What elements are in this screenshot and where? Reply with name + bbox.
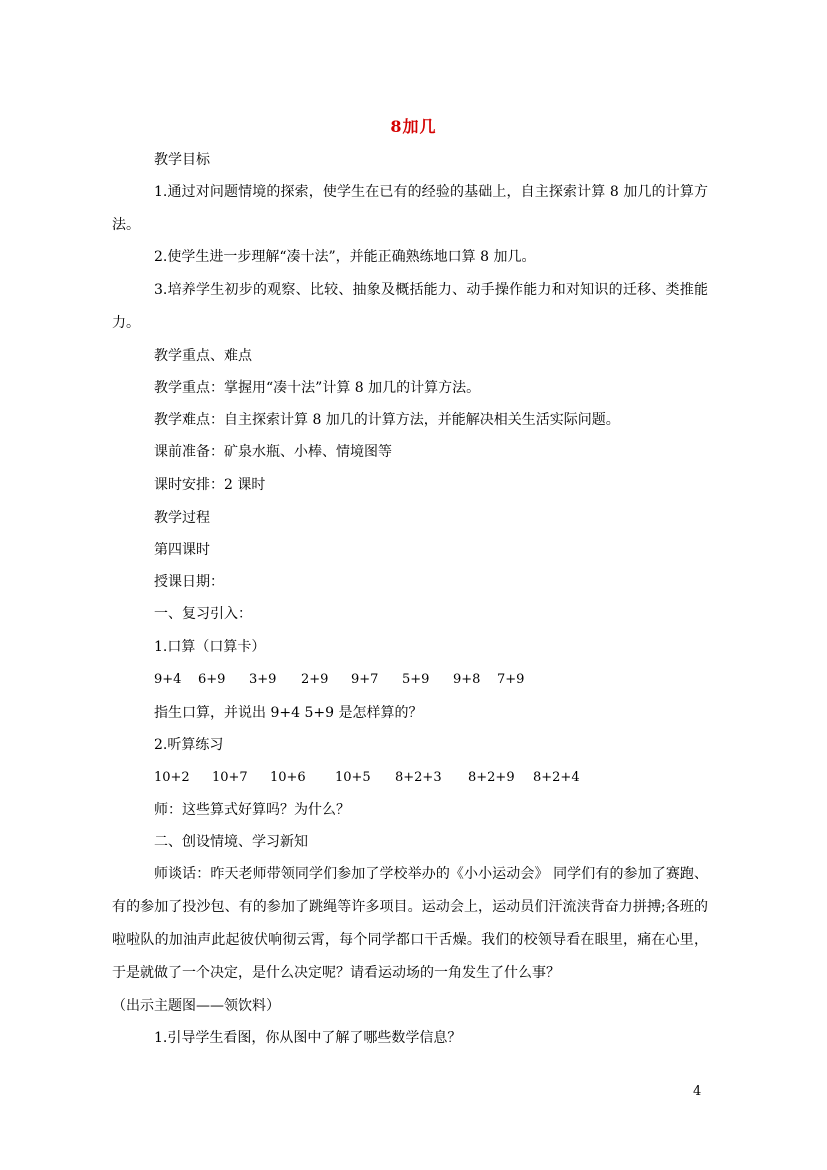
goals-heading: 教学目标 [154,152,210,168]
oral-item: 9+4 [154,672,182,687]
oral-explain: 指生口算，并说出 9+4 5+9 是怎样算的？ [154,705,423,721]
guide-line: 1.引导学生看图，你从图中了解了哪些数学信息？ [154,1030,462,1046]
listen-item: 8+2+9 [468,770,515,785]
oral-item: 3+9 [249,672,277,687]
review-heading: 一、复习引入： [154,606,252,622]
oral-heading: 1.口算（口算卡） [154,639,266,655]
page-title: 8加几 [390,117,437,136]
listen-item: 10+7 [212,770,248,785]
teacher-question: 师：这些算式好算吗？为什么？ [154,802,350,818]
oral-item: 9+8 [453,672,481,687]
schedule-line: 课时安排：2 课时 [154,477,266,493]
goal-3: 3.培养学生初步的观察、比较、抽象及概括能力、动手操作能力和对知识的迁移、类推能力。 [112,282,708,331]
key-point: 教学重点：掌握用“凑十法”计算 8 加几的计算方法。 [154,380,481,396]
goal-1: 1.通过对问题情境的探索，使学生在已有的经验的基础上，自主探索计算 8 加几的计算方法。 [112,184,708,233]
new-knowledge-heading: 二、创设情境、学习新知 [154,834,308,850]
goal-2: 2.使学生进一步理解“凑十法”，并能正确熟练地口算 8 加几。 [154,249,536,265]
page-number: 4 [693,1084,702,1099]
oral-item: 6+9 [198,672,226,687]
prep-line: 课前准备：矿泉水瓶、小棒、情境图等 [154,444,392,460]
oral-item: 7+9 [497,672,525,687]
listen-item: 10+6 [270,770,306,785]
oral-item: 2+9 [301,672,329,687]
oral-item: 9+7 [351,672,379,687]
process-heading: 教学过程 [154,510,210,526]
oral-item: 5+9 [402,672,430,687]
listen-heading: 2.听算练习 [154,737,224,753]
listen-item: 8+2+4 [533,770,580,785]
lesson-line: 第四课时 [154,542,210,558]
listen-item: 10+5 [335,770,371,785]
listen-item: 8+2+3 [395,770,442,785]
date-line: 授课日期： [154,574,224,590]
story-paragraph: 师谈话：昨天老师带领同学们参加了学校举办的《小小运动会》 同学们有的参加了赛跑、有的参加了投沙包、有的参加了跳绳等许多项目。运动会上，运动员们汗流浃背奋力拼搏;各班的啦啦队的加油声此起彼伏响彻云霄，每个同学都口干舌燥。我们的校领导看在眼里，痛在心里，于是就做了一个决定，是什么决定呢？请看运动场的一角发生了什么事？ [112,866,708,981]
show-picture-line: （出示主题图——领饮料） [112,998,280,1014]
key-heading: 教学重点、难点 [154,348,252,364]
difficult-point: 教学难点：自主探索计算 8 加几的计算方法，并能解决相关生活实际问题。 [154,412,620,428]
listen-item: 10+2 [154,770,190,785]
